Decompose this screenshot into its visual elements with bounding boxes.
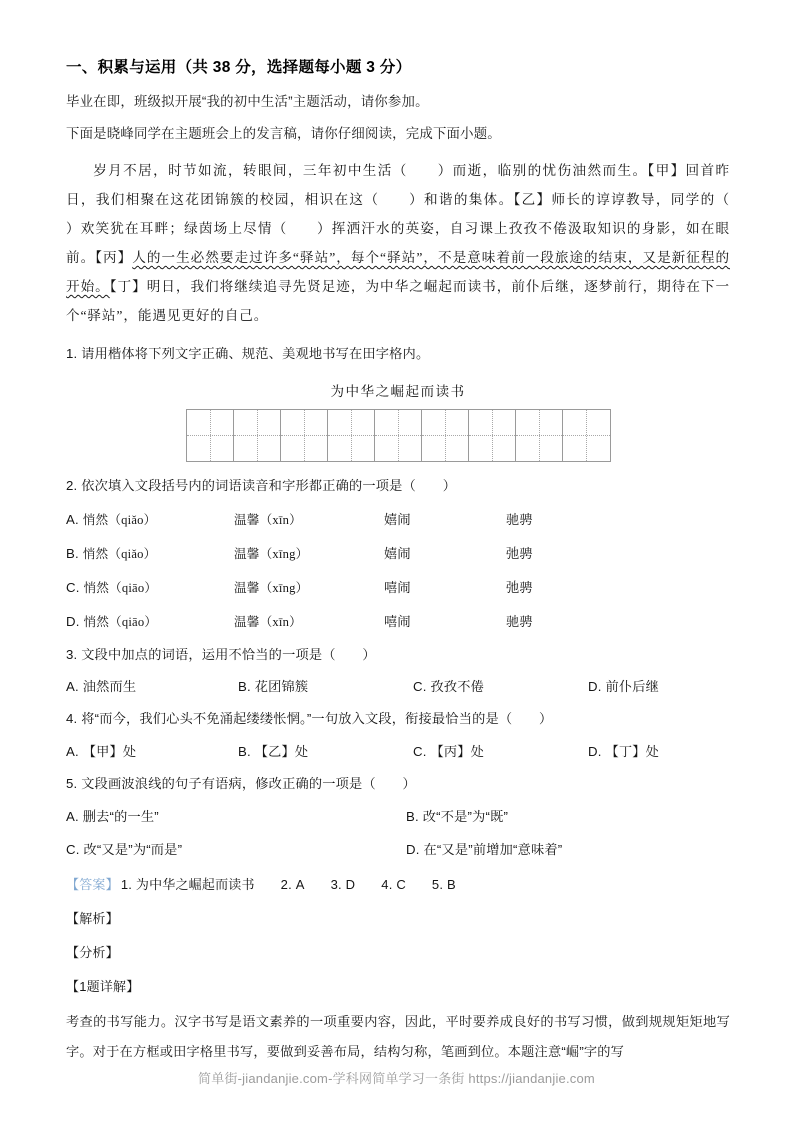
- option-col-3: [384, 543, 506, 562]
- passage-text: ）而逝，临别的忧伤: [437, 162, 573, 178]
- option-col-2: [234, 611, 384, 630]
- explanation-tag: 【解析】: [66, 910, 119, 926]
- option-col-1: [66, 577, 234, 596]
- section-title: 一、积累与运用（共 38 分，选择题每小题 3 分）: [66, 59, 412, 76]
- option-text: 嬉闹: [384, 511, 411, 527]
- option-text: 温馨（xīng）: [234, 546, 309, 561]
- question-4-option-b[interactable]: [238, 741, 413, 760]
- question-4-option-d[interactable]: [588, 741, 659, 760]
- option-label: B.: [406, 808, 419, 824]
- option-label: B.: [66, 545, 79, 561]
- option-label: A.: [66, 679, 79, 695]
- tianzige-cell[interactable]: [422, 410, 469, 461]
- tianzige-cell[interactable]: [516, 410, 563, 461]
- option-text: 悄然（qiǎo）: [82, 546, 157, 561]
- option-col-2: [234, 509, 384, 528]
- tianzige-grid[interactable]: [186, 409, 611, 462]
- question-2-stem: 2. 依次填入文段括号内的词语读音和字形都正确的一项是（ ）: [66, 477, 457, 493]
- option-text: 悄然（qiāo）: [83, 580, 158, 595]
- intro-line-2: 下面是晓峰同学在主题班会上的发言稿，请你仔细阅读，完成下面小题。: [66, 125, 501, 141]
- option-text: 嘻闹: [384, 579, 411, 595]
- option-text: 嬉闹: [384, 545, 411, 561]
- answer-item-1: 1. 为中华之崛起而读书: [120, 876, 255, 892]
- option-label: B.: [238, 679, 251, 695]
- emphasis-word-3: 孜孜不倦: [508, 220, 568, 236]
- option-text: 弛骋: [506, 545, 533, 561]
- passage-text: 汲取知识的身影，如在眼前。【丙】: [66, 220, 730, 265]
- answer-tag: 【答案】: [66, 876, 119, 892]
- option-text: 前仆后继: [605, 679, 660, 695]
- question-5-option-d[interactable]: [406, 839, 562, 858]
- tianzige-grid-wrapper: [66, 409, 730, 462]
- question-2-option-b[interactable]: [66, 543, 730, 562]
- option-col-2: [234, 543, 384, 562]
- option-label: A.: [66, 511, 79, 527]
- question-4-options[interactable]: [66, 741, 730, 760]
- answer-item-2: 2. A: [280, 876, 305, 892]
- question-1-detail-text: 考查的书写能力。汉字书写是语文素养的一项重要内容，因此，平时要养成良好的书写习惯，做到规规矩矩地写字。对于在方框或田字格里书写，要做到妥善布局，结构匀称，笔画到位。本题注意“崛”字的写: [66, 1013, 730, 1059]
- option-text: 油然而生: [82, 679, 137, 695]
- option-text: 嘻闹: [384, 613, 411, 629]
- option-label: B.: [238, 744, 251, 760]
- question-3-option-d[interactable]: [588, 676, 659, 695]
- blank-4: [287, 221, 317, 236]
- reading-passage: [66, 156, 730, 330]
- handwriting-sample-text: 为中华之崛起而读书: [330, 383, 466, 399]
- option-text: 温馨（xīn）: [234, 512, 302, 527]
- question-3-option-b[interactable]: [238, 676, 413, 695]
- passage-text: 的校园，相识在这（: [245, 191, 380, 207]
- option-col-4: [506, 611, 533, 630]
- question-2-option-c[interactable]: [66, 577, 730, 596]
- tianzige-cell[interactable]: [234, 410, 281, 461]
- option-text: 【乙】处: [254, 744, 309, 760]
- option-text: 悄然（qiāo）: [83, 614, 158, 629]
- question-2-option-d[interactable]: [66, 611, 730, 630]
- option-text: 【丁】处: [605, 744, 660, 760]
- option-label: D.: [66, 613, 80, 629]
- option-text: 驰骋: [506, 511, 533, 527]
- blank-3: [730, 192, 759, 207]
- question-3-stem: 3. 文段中加点的词语，运用不恰当的一项是（ ）: [66, 646, 376, 662]
- question-2-option-a[interactable]: [66, 509, 730, 528]
- question-5-option-c[interactable]: [66, 839, 406, 858]
- option-text: 温馨（xīng）: [234, 580, 309, 595]
- option-label: C.: [66, 579, 80, 595]
- blank-2: [379, 192, 409, 207]
- question-1-stem: 1. 请用楷体将下列文字正确、规范、美观地书写在田字格内。: [66, 345, 430, 361]
- passage-text: ）和谐的集体。【乙】师长的谆谆教导，同学的（: [409, 191, 731, 207]
- option-col-3: [384, 509, 506, 528]
- option-col-4: [506, 509, 533, 528]
- passage-text: 岁月不居，时节如流，转眼间，三年初中生活（: [93, 162, 408, 178]
- option-col-1: [66, 611, 234, 630]
- answer-item-5: 5. B: [431, 876, 456, 892]
- passage-text: ，逐梦前行，期待在下一个“驿站”，能遇见更好的自己。: [66, 278, 731, 323]
- tianzige-cell[interactable]: [281, 410, 328, 461]
- intro-line-1: 毕业在即，班级拟开展“我的初中生活”主题活动，请你参加。: [66, 93, 429, 109]
- option-col-4: [506, 577, 533, 596]
- option-text: 孜孜不倦: [430, 679, 485, 695]
- option-text: 悄然（qiǎo）: [82, 512, 157, 527]
- option-text: 温馨（xīn）: [234, 614, 302, 629]
- question-4-stem: 4. 将“而今，我们心头不免涌起缕缕怅惘。”一句放入文段，衔接最恰当的是（ ）: [66, 711, 553, 727]
- passage-paragraph-1: [66, 156, 730, 330]
- option-label: A.: [66, 744, 79, 760]
- answer-item-3: 3. D: [330, 876, 356, 892]
- option-col-4: [506, 543, 533, 562]
- tianzige-cell[interactable]: [328, 410, 375, 461]
- passage-text: 【丁】明日，我们将继续追寻先贤足迹，为中华之崛起而读书，: [109, 278, 512, 294]
- option-label: C.: [66, 841, 80, 857]
- question-4-option-c[interactable]: [413, 741, 588, 760]
- option-label: C.: [413, 679, 427, 695]
- emphasis-word-2: 花团锦簇: [185, 191, 245, 207]
- option-label: C.: [413, 744, 427, 760]
- option-col-1: [66, 509, 234, 528]
- question-3-options[interactable]: [66, 676, 730, 695]
- question-3-option-a[interactable]: [66, 676, 238, 695]
- question-5-stem: 5. 文段画波浪线的句子有语病，修改正确的一项是（ ）: [66, 776, 416, 792]
- tianzige-cell[interactable]: [563, 410, 610, 461]
- analysis-tag: 【分析】: [66, 944, 119, 960]
- option-text: 删去“的一生”: [82, 808, 159, 824]
- footer-watermark: 简单街-jiandanjie.com-学科网简单学习一条街 https://jiandanjie.com: [198, 1071, 595, 1086]
- option-col-1: [66, 543, 234, 562]
- question-5-option-b[interactable]: [406, 806, 508, 825]
- emphasis-word-1: 油然而生: [572, 162, 633, 178]
- passage-text: ）挥洒汗水的英姿，自习课上: [316, 220, 509, 236]
- option-label: A.: [66, 808, 79, 824]
- question-5-options-row-1[interactable]: [66, 806, 730, 825]
- option-label: D.: [406, 841, 420, 857]
- option-text: 改“不是”为“既”: [422, 808, 509, 824]
- answer-line: [66, 874, 730, 893]
- answer-item-4: 4. C: [381, 876, 406, 892]
- option-text: 【丙】处: [430, 744, 485, 760]
- option-text: 在“又是”前增加“意味着”: [423, 841, 563, 857]
- document-content: [66, 57, 730, 1067]
- question-5-options-row-2[interactable]: [66, 839, 730, 858]
- option-text: 弛骋: [506, 579, 533, 595]
- option-text: 花团锦簇: [254, 679, 309, 695]
- option-col-3: [384, 577, 506, 596]
- passage-text: 。【甲】回首昨日，我们相聚在这: [66, 162, 730, 207]
- blank-1: [408, 163, 438, 178]
- option-col-3: [384, 611, 506, 630]
- question-1-detail-tag: 【1题详解】: [66, 978, 140, 994]
- passage-text: ）欢笑犹在耳畔；绿茵场上尽情（: [66, 220, 288, 236]
- question-4-option-a[interactable]: [66, 741, 238, 760]
- emphasis-word-4: 前仆后继: [511, 278, 570, 294]
- option-text: 改“又是”为“而是”: [83, 841, 183, 857]
- tianzige-cell[interactable]: [469, 410, 516, 461]
- wavy-underlined-sentence: 人的一生必然要走过许多“驿站”，每个“驿站”，不是意味着前一段旅途的结束，又是新征程的开始。: [66, 249, 730, 294]
- tianzige-cell[interactable]: [187, 410, 234, 461]
- option-text: 【甲】处: [82, 744, 137, 760]
- tianzige-cell[interactable]: [375, 410, 422, 461]
- option-text: 驰骋: [506, 613, 533, 629]
- question-3-option-c[interactable]: [413, 676, 588, 695]
- option-label: D.: [588, 679, 602, 695]
- option-col-2: [234, 577, 384, 596]
- option-label: D.: [588, 744, 602, 760]
- question-5-option-a[interactable]: [66, 806, 406, 825]
